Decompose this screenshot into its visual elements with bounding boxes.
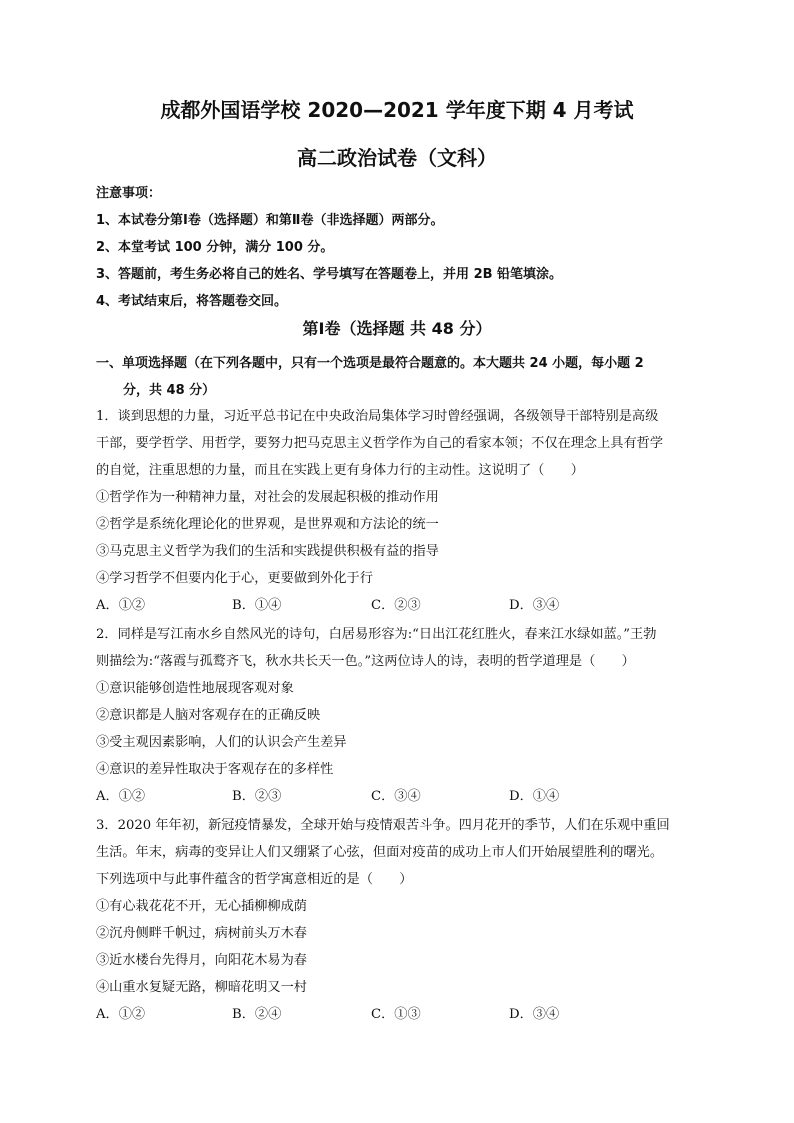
question-stem-line: 则描绘为:“落霞与孤鹜齐飞，秋水共长天一色。”这两位诗人的诗，表明的哲学道理是（ ） bbox=[96, 654, 635, 669]
section-instructions-line: 一、单项选择题（在下列各题中，只有一个选项是最符合题意的。本大题共 24 小题，每小题 2 bbox=[96, 356, 644, 371]
answer-choices bbox=[96, 592, 706, 619]
question-stem-line: 干部，要学哲学、用哲学，要努力把马克思主义哲学作为自己的看家本领；不仅在理念上具有哲学 bbox=[96, 436, 664, 451]
question-option: ④意识的差异性取决于客观存在的多样性 bbox=[96, 762, 334, 777]
answer-choice-b: B．②④ bbox=[232, 1007, 282, 1022]
exam-subtitle: 高二政治试卷（文科） bbox=[297, 146, 497, 170]
answer-choices bbox=[96, 783, 706, 810]
answer-choice-c: C．③④ bbox=[371, 789, 421, 804]
notes-item: 3、答题前，考生务必将自己的姓名、学号填写在答题卷上，并用 2B 铅笔填涂。 bbox=[96, 267, 563, 282]
question-option: ③马克思主义哲学为我们的生活和实践提供积极有益的指导 bbox=[96, 544, 439, 559]
answer-choice-b: B．①④ bbox=[232, 598, 282, 613]
answer-choice-d: D．③④ bbox=[509, 1007, 560, 1022]
question-stem-line: 下列选项中与此事件蕴含的哲学寓意相近的是（ ） bbox=[96, 872, 413, 887]
notes-item: 2、本堂考试 100 分钟，满分 100 分。 bbox=[96, 240, 334, 255]
question-option: ①哲学作为一种精神力量，对社会的发展起积极的推动作用 bbox=[96, 490, 439, 505]
question-option: ①有心栽花花不开，无心插柳柳成荫 bbox=[96, 899, 307, 914]
question-stem-line: 的自觉，注重思想的力量，而且在实践上更有身体力行的主动性。这说明了（ ） bbox=[96, 463, 584, 478]
question-1 bbox=[96, 403, 706, 619]
answer-choice-a: A．①② bbox=[96, 1007, 146, 1022]
question-stem-line: 3．2020 年年初，新冠疫情暴发，全球开始与疫情艰苦斗争。四月花开的季节，人们在乐观中重回 bbox=[96, 818, 670, 833]
question-option: ④学习哲学不但要内化于心，更要做到外化于行 bbox=[96, 571, 373, 586]
answer-choice-b: B．②③ bbox=[232, 789, 282, 804]
part-one-title: 第Ⅰ卷（选择题 共 48 分） bbox=[302, 319, 492, 338]
question-stem-line: 1．谈到思想的力量，习近平总书记在中央政治局集体学习时曾经强调，各级领导干部特别是高级 bbox=[96, 409, 659, 424]
question-option: ③受主观因素影响，人们的认识会产生差异 bbox=[96, 735, 347, 750]
answer-choice-c: C．②③ bbox=[371, 598, 421, 613]
question-option: ①意识能够创造性地展现客观对象 bbox=[96, 681, 294, 696]
section-instructions-line: 分，共 48 分） bbox=[123, 383, 216, 398]
notes-item: 1、本试卷分第Ⅰ卷（选择题）和第Ⅱ卷（非选择题）两部分。 bbox=[96, 213, 444, 228]
question-stem-line: 生活。年末，病毒的变异让人们又绷紧了心弦，但面对疫苗的成功上市人们开始展望胜利的曙光。 bbox=[96, 845, 664, 860]
notes-item: 4、考试结束后，将答题卷交回。 bbox=[96, 294, 288, 309]
question-2 bbox=[96, 621, 706, 810]
question-option: ②意识都是人脑对客观存在的正确反映 bbox=[96, 708, 321, 723]
answer-choice-d: D．③④ bbox=[509, 598, 560, 613]
question-option: ③近水楼台先得月，向阳花木易为春 bbox=[96, 953, 307, 968]
question-option: ②沉舟侧畔千帆过，病树前头万木春 bbox=[96, 926, 307, 941]
section-instructions bbox=[96, 350, 706, 404]
question-option: ④山重水复疑无路，柳暗花明又一村 bbox=[96, 980, 307, 995]
answer-choice-c: C．①③ bbox=[371, 1007, 421, 1022]
question-stem-line: 2．同样是写江南水乡自然风光的诗句，白居易形容为:“日出江花红胜火，春来江水绿如蓝。”王勃 bbox=[96, 627, 657, 642]
notes-heading: 注意事项： bbox=[96, 186, 162, 201]
notes-block bbox=[96, 180, 716, 315]
answer-choice-a: A．①② bbox=[96, 789, 146, 804]
question-option: ②哲学是系统化理论化的世界观，是世界观和方法论的统一 bbox=[96, 517, 439, 532]
answer-choice-d: D．①④ bbox=[509, 789, 560, 804]
answer-choices bbox=[96, 1001, 706, 1028]
answer-choice-a: A．①② bbox=[96, 598, 146, 613]
exam-title: 成都外国语学校 2020—2021 学年度下期 4 月考试 bbox=[160, 98, 634, 122]
question-3 bbox=[96, 812, 706, 1028]
